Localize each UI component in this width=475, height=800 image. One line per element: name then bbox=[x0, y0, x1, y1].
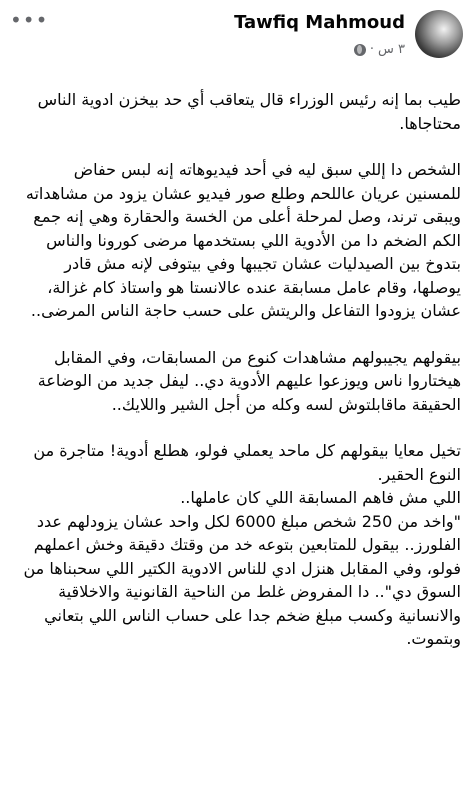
globe-icon[interactable] bbox=[354, 44, 366, 56]
post-header bbox=[0, 0, 475, 70]
post-paragraph: الشخص دا إللي سبق ليه في أحد فيديوهاته إنه لبس حفاض للمسنين عريان عاللحم وطلع صور فيديو عشان يزود من مشاهداته ويبقى ترند، وصل لمرحلة أعلى من الخسة والحقارة وهي إنه جمع الكم الضخم دا من الأدوية اللي بستخدمها مرضى كورونا والناس بتدوخ بين الصيدليات عشان تجيبها وفي بيتوفى لإنه مش قادر يوصلها، وقام عامل مسابقة عنده عالانستا هو واستاذ كام غزالة، عشان يزودوا التفاعل والريتش على حسب حاجة الناس المرضى.. bbox=[20, 160, 461, 320]
post-paragraph: تخيل معايا بيقولهم كل ماحد يعملي فولو، هطلع أدوية! متاجرة من النوع الحقير. اللي مش فاهم المسابقة اللي كان عاملها.. "واخد من 250 شخص مبلغ 6000 لكل واحد عشان يزودلهم عدد الفلورز.. بيقول للمتابعين بتوعه خد من وقتك دقيقة وخش اعملهم فولو، وفي المقابل هنزل ادي للناس الادوية الكتير اللي سحبناها من السوق دي".. دا المفروض غلط من الناحية القانونية والاخلاقية والانسانية وكسب مبلغ ضخم جدا على حساب الناس اللي بتعاني وبتموت. bbox=[23, 441, 461, 648]
author-name[interactable]: Tawfiq Mahmoud bbox=[234, 12, 405, 33]
post-paragraph: طيب بما إنه رئيس الوزراء قال يتعاقب أي حد بيخزن ادوية الناس محتاجاها. bbox=[32, 90, 461, 133]
post-text bbox=[0, 88, 475, 651]
post-meta bbox=[354, 42, 405, 57]
meta-separator: · bbox=[369, 42, 374, 57]
avatar[interactable] bbox=[415, 10, 463, 58]
post-timestamp[interactable]: ٣ س bbox=[378, 42, 405, 57]
more-options-icon[interactable]: ••• bbox=[10, 8, 49, 32]
post-paragraph: بيقولهم يجيبولهم مشاهدات كنوع من المسابقات، وفي المقابل هيختاروا ناس ويوزعوا عليهم الأدوية دي.. ليفل جديد من الوضاعة الحقيقة ماقابلتوش لسه وكله من أجل الشير واللايك.. bbox=[32, 347, 461, 414]
